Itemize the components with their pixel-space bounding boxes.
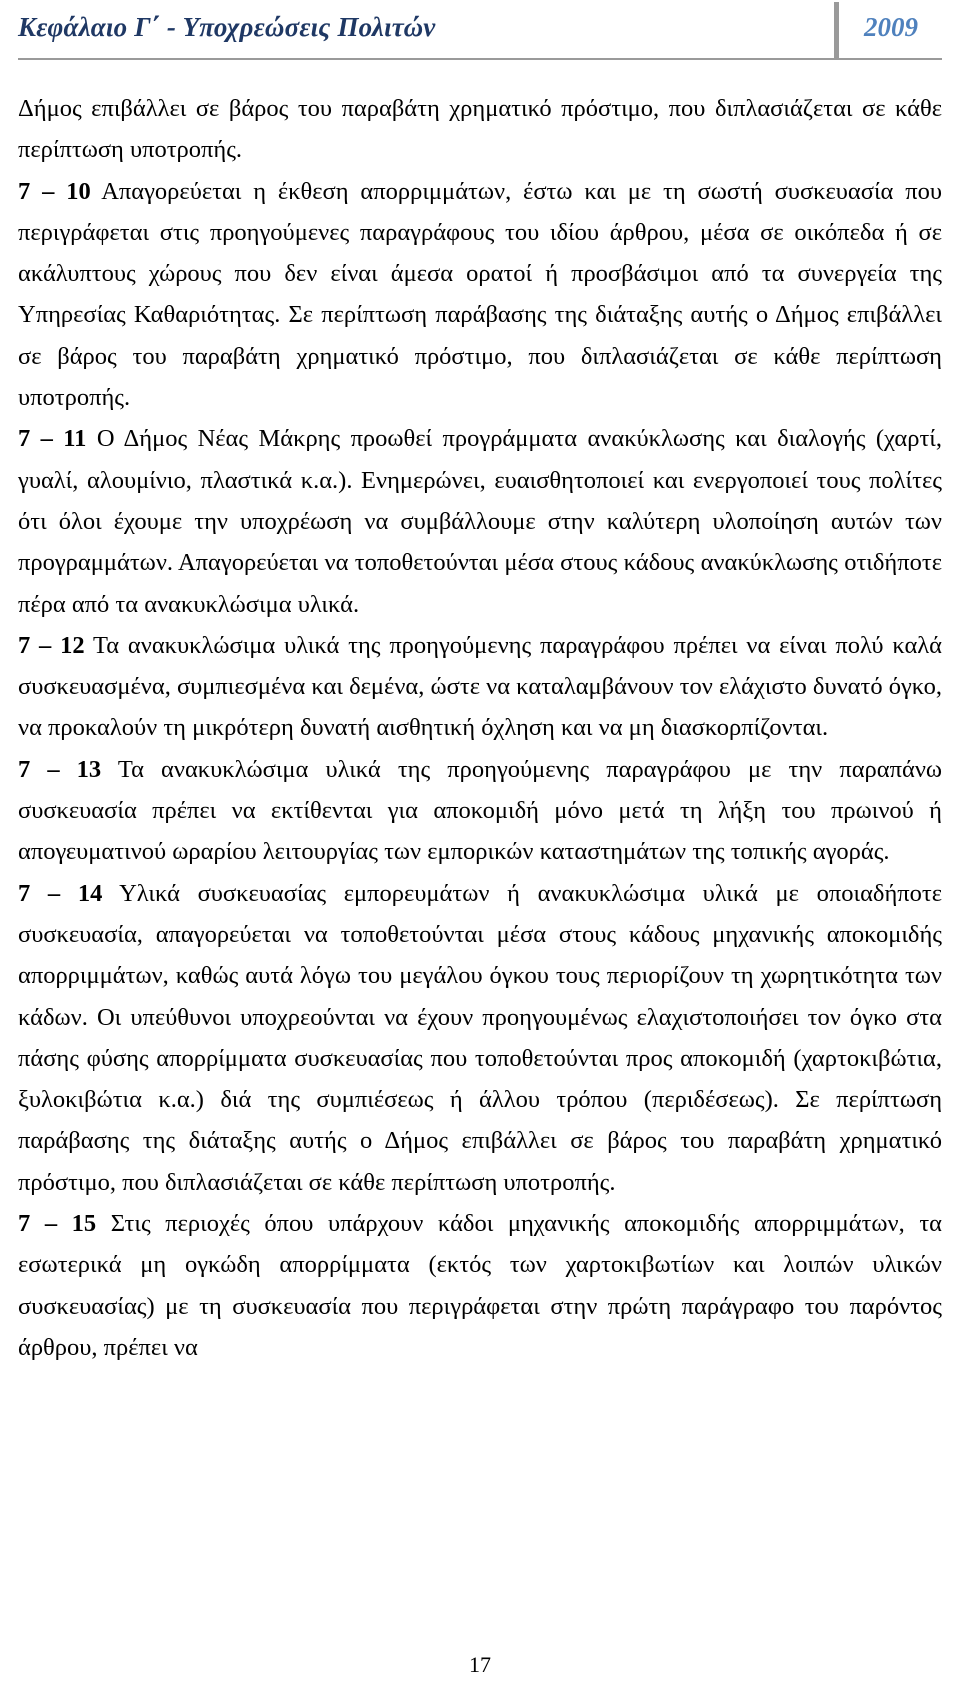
paragraph-7-15 bbox=[18, 1203, 942, 1368]
paragraph-number: 7 – 11 bbox=[18, 425, 87, 453]
paragraph-text: Απαγορεύεται η έκθεση απορριμμάτων, έστω και με τη σωστή συσκευασία που περιγράφεται στις προηγούμενες παραγράφους του ιδίου άρθρου, μέσα σε οικόπεδα ή σε ακάλυπτους χώρους που δεν είναι άμεσα ορατοί ή προσβάσιμοι από τα συνεργεία της Υπηρεσίας Καθαριότητας. Σε περίπτωση παράβασης της διάταξης αυτής ο Δήμος επιβάλλει σε βάρος του παραβάτη χρηματικό πρόστιμο, που διπλασιάζεται σε κάθε περίπτωση υποτροπής. bbox=[18, 177, 942, 412]
paragraph-7-10 bbox=[18, 171, 942, 419]
paragraph-continuation bbox=[18, 88, 942, 171]
page-header bbox=[18, 0, 942, 60]
paragraph-text: Στις περιοχές όπου υπάρχουν κάδοι μηχανικής αποκομιδής απορριμμάτων, τα εσωτερικά μη ογκώδη απορρίμματα (εκτός των χαρτοκιβωτίων και λοιπών υλικών συσκευασίας) με τη συσκευασία που περιγράφεται στην πρώτη παράγραφο του παρόντος άρθρου, πρέπει να bbox=[18, 1210, 942, 1361]
paragraph-number: 7 – 15 bbox=[18, 1210, 97, 1238]
document-body bbox=[18, 88, 942, 1368]
paragraph-number: 7 – 12 bbox=[18, 631, 85, 659]
header-year: 2009 bbox=[864, 12, 918, 42]
paragraph-text: Υλικά συσκευασίας εμπορευμάτων ή ανακυκλώσιμα υλικά με οποιαδήποτε συσκευασία, απαγορεύεται να τοποθετούνται μέσα στους κάδους μηχανικής αποκομιδής απορριμμάτων, καθώς αυτά λόγω του μεγάλου όγκου τους περιορίζουν τη χωρητικότητα των κάδων. Οι υπεύθυνοι υποχρεούνται να έχουν προηγουμένως ελαχιστοποιήσει τον όγκο στα πάσης φύσης απορρίμματα συσκευασίας που τοποθετούνται προς αποκομιδή (χαρτοκιβώτια, ξυλοκιβώτια κ.α.) διά της συμπιέσεως ή άλλου τρόπου (περιδέσεως). Σε περίπτωση παράβασης της διάταξης αυτής ο Δήμος επιβάλλει σε βάρος του παραβάτη χρηματικό πρόστιμο, που διπλασιάζεται σε κάθε περίπτωση υποτροπής. bbox=[18, 879, 943, 1196]
header-divider bbox=[834, 2, 839, 58]
paragraph-text: Τα ανακυκλώσιμα υλικά της προηγούμενης παραγράφου πρέπει να είναι πολύ καλά συσκευασμένα, συμπιεσμένα και δεμένα, ώστε να καταλαμβάνουν τον ελάχιστο δυνατό όγκο, να προκαλούν τη μικρότερη δυνατή αισθητική όχληση και να μη διασκορπίζονται. bbox=[18, 631, 943, 742]
page-number: 17 bbox=[469, 1652, 491, 1677]
paragraph-text: Δήμος επιβάλλει σε βάρος του παραβάτη χρηματικό πρόστιμο, που διπλασιάζεται σε κάθε περίπτωση υποτροπής. bbox=[18, 95, 942, 164]
paragraph-7-13 bbox=[18, 749, 942, 873]
paragraph-text: Τα ανακυκλώσιμα υλικά της προηγούμενης παραγράφου με την παραπάνω συσκευασία πρέπει να εκτίθενται για αποκομιδή μόνο μετά τη λήξη του πρωινού ή απογευματινού ωραρίου λειτουργίας των εμπορικών καταστημάτων της τοπικής αγοράς. bbox=[18, 755, 943, 866]
paragraph-number: 7 – 13 bbox=[18, 755, 102, 783]
chapter-title: Κεφάλαιο Γ΄ - Υποχρεώσεις Πολιτών bbox=[18, 12, 436, 42]
paragraph-7-12 bbox=[18, 625, 942, 749]
paragraph-7-11 bbox=[18, 418, 942, 624]
paragraph-number: 7 – 10 bbox=[18, 177, 91, 205]
paragraph-number: 7 – 14 bbox=[18, 879, 103, 907]
paragraph-7-14 bbox=[18, 873, 942, 1203]
paragraph-text: Ο Δήμος Νέας Μάκρης προωθεί προγράμματα ανακύκλωσης και διαλογής (χαρτί, γυαλί, αλουμίνιο, πλαστικά κ.α.). Ενημερώνει, ευαισθητοποιεί και ενεργοποιεί τους πολίτες ότι όλοι έχουμε την υποχρέωση να συμβάλλουμε στην καλύτερη υλοποίηση αυτών των προγραμμάτων. Απαγορεύεται να τοποθετούνται μέσα στους κάδους ανακύκλωσης οτιδήποτε πέρα από τα ανακυκλώσιμα υλικά. bbox=[18, 425, 943, 618]
